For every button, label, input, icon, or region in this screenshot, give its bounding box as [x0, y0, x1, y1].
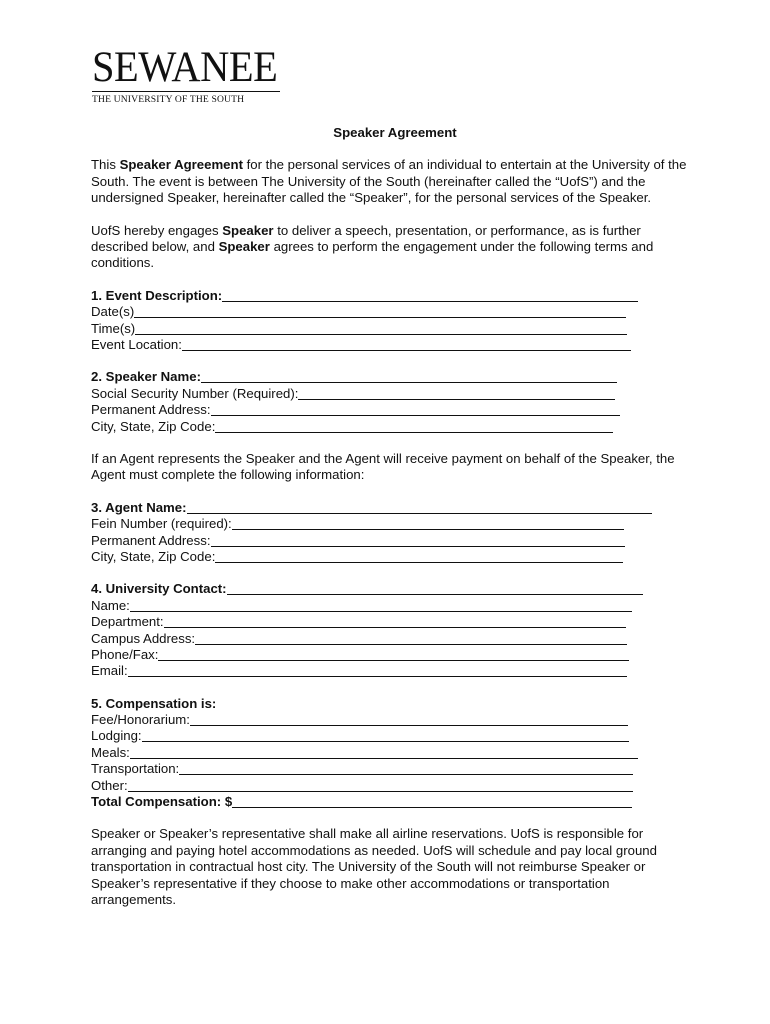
transportation-label: Transportation: — [91, 761, 180, 777]
agent-address-field[interactable] — [211, 533, 625, 547]
speaker-city-field[interactable] — [215, 419, 613, 433]
event-section — [91, 288, 691, 354]
speaker-section — [91, 369, 691, 435]
total-compensation-label: Total Compensation: $ — [91, 794, 233, 810]
intro-text: for the personal services of an individual to entertain at the University of the South. The event is between The University of the South (hereinafter called the “UofS”) and the undersigned Speaker, hereinafter called the “Speaker”, for the personal services of the Speaker. — [91, 157, 687, 206]
total-compensation-field[interactable] — [232, 794, 632, 808]
engagement-paragraph — [91, 223, 691, 272]
fee-label: Fee/Honorarium: — [91, 712, 190, 728]
times-label: Time(s) — [91, 320, 136, 336]
contact-name-label: Name: — [91, 597, 130, 613]
agent-section — [91, 500, 691, 566]
agreement-document — [91, 125, 691, 924]
engagement-text: to deliver a speech, presentation, or performance, as is further described below, and — [91, 222, 641, 255]
agent-name-field[interactable] — [187, 500, 652, 514]
agent-city-field[interactable] — [215, 549, 623, 563]
campus-address-field[interactable] — [195, 631, 627, 645]
engagement-bold-term: Speaker — [218, 239, 270, 255]
closing-paragraph: Speaker or Speaker’s representative shall make all airline reservations. UofS is responsible for arranging and paying hotel accommodations as needed. UofS will schedule and pay local ground transportation in contractual host city. The University of the South will not reimburse Speaker or Speaker’s representative if they choose to make other accommodations or transportation arrangements. — [91, 826, 657, 908]
times-field[interactable] — [135, 321, 627, 335]
intro-bold-term: Speaker Agreement — [119, 157, 243, 173]
page-title: Speaker Agreement — [333, 125, 457, 140]
engagement-text: agrees to perform the engagement under the following terms and conditions. — [91, 239, 654, 271]
speaker-heading: 2. Speaker Name: — [91, 369, 201, 385]
agent-heading: 3. Agent Name: — [91, 499, 187, 515]
fein-field[interactable] — [232, 516, 624, 530]
compensation-section — [91, 696, 691, 811]
email-label: Email: — [91, 663, 128, 679]
other-field[interactable] — [128, 778, 633, 792]
lodging-field[interactable] — [142, 728, 629, 742]
event-heading: 1. Event Description: — [91, 287, 223, 303]
compensation-heading: 5. Compensation is: — [91, 695, 217, 711]
transportation-field[interactable] — [179, 761, 633, 775]
engagement-bold-term: Speaker — [222, 222, 274, 238]
fein-label: Fein Number (required): — [91, 516, 232, 532]
ssn-field[interactable] — [298, 386, 615, 400]
ssn-label: Social Security Number (Required): — [91, 385, 299, 401]
speaker-address-field[interactable] — [211, 402, 620, 416]
lodging-label: Lodging: — [91, 728, 142, 744]
agent-city-label: City, State, Zip Code: — [91, 548, 216, 564]
logo-subtitle: THE UNIVERSITY OF THE SOUTH — [92, 94, 245, 105]
meals-field[interactable] — [130, 745, 638, 759]
dates-label: Date(s) — [91, 304, 135, 320]
phone-fax-field[interactable] — [158, 647, 629, 661]
other-label: Other: — [91, 777, 128, 793]
university-contact-field[interactable] — [227, 581, 643, 595]
event-location-label: Event Location: — [91, 337, 182, 353]
meals-label: Meals: — [91, 744, 130, 760]
speaker-address-label: Permanent Address: — [91, 402, 211, 418]
campus-address-label: Campus Address: — [91, 630, 196, 646]
speaker-name-field[interactable] — [201, 369, 617, 383]
department-label: Department: — [91, 614, 164, 630]
dates-field[interactable] — [134, 304, 626, 318]
logo-rule — [92, 91, 280, 92]
sewanee-logo — [92, 44, 284, 105]
engagement-text: UofS hereby engages — [91, 222, 223, 238]
fee-field[interactable] — [190, 712, 628, 726]
phone-fax-label: Phone/Fax: — [91, 646, 159, 662]
logo-wordmark: SEWANEE — [92, 44, 278, 91]
intro-text: This — [91, 157, 120, 173]
department-field[interactable] — [164, 614, 626, 628]
agent-address-label: Permanent Address: — [91, 532, 211, 548]
intro-paragraph — [91, 157, 691, 206]
contact-section — [91, 581, 691, 679]
email-field[interactable] — [128, 663, 627, 677]
agent-note: If an Agent represents the Speaker and the Agent will receive payment on behalf of the Speaker, the Agent must complete the following information: — [91, 450, 675, 483]
contact-heading: 4. University Contact: — [91, 581, 227, 597]
event-description-field[interactable] — [222, 288, 638, 302]
event-location-field[interactable] — [182, 337, 631, 351]
contact-name-field[interactable] — [130, 598, 632, 612]
speaker-city-label: City, State, Zip Code: — [91, 418, 216, 434]
